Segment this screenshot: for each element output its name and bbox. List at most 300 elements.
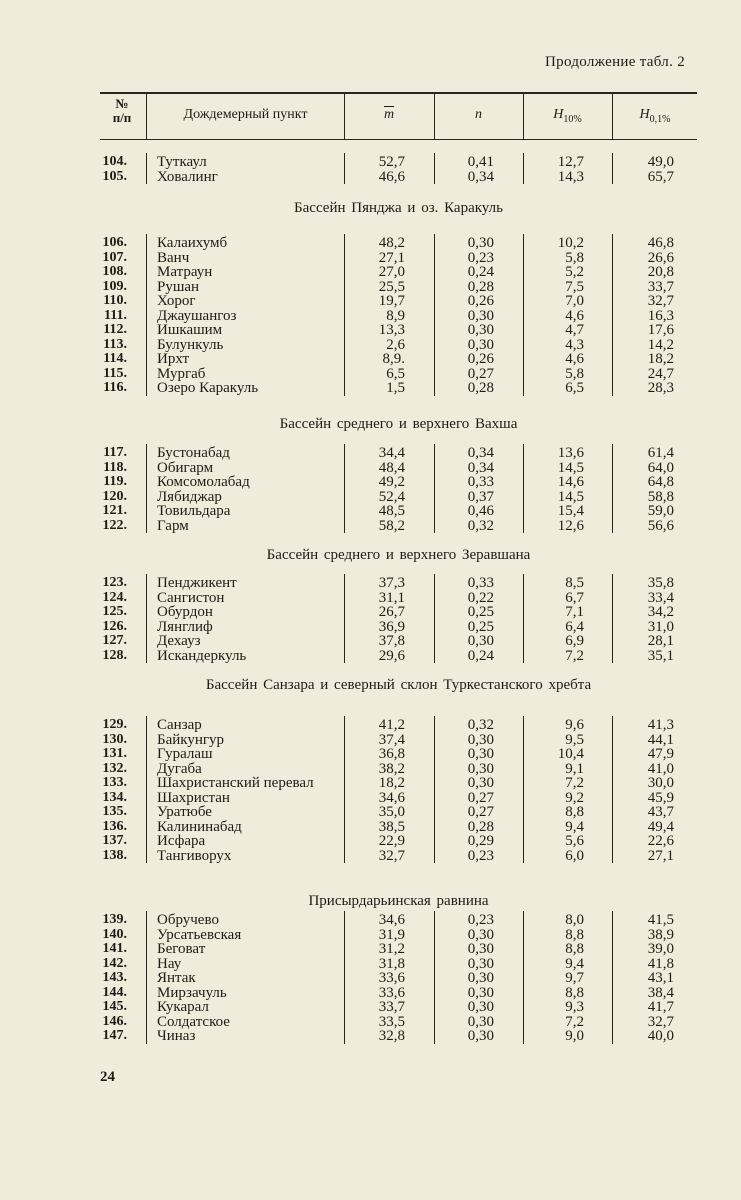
row-number: 124. (102, 589, 127, 605)
section-title: Присырдарьинская равнина (308, 893, 489, 909)
header-station: Дождемерный пункт (183, 107, 308, 122)
row-number: 116. (103, 380, 127, 395)
value-n: 0,27 (467, 789, 494, 806)
value-n: 0,25 (467, 618, 494, 635)
row-number: 132. (102, 760, 127, 776)
row-number: 109. (102, 278, 127, 294)
value-h10: 7,2 (565, 775, 584, 791)
value-m: 37,4 (378, 731, 405, 748)
value-n: 0,23 (467, 912, 494, 928)
header-h01 (613, 107, 697, 125)
value-h01: 30,0 (647, 775, 674, 791)
value-n: 0,30 (467, 955, 494, 972)
value-h10: 9,2 (565, 789, 584, 806)
table-row (100, 620, 697, 635)
value-n: 0,30 (467, 235, 494, 251)
column-divider (146, 716, 147, 863)
value-m: 27,1 (378, 249, 405, 266)
table-row (100, 352, 697, 367)
station-name: Обручево (157, 912, 219, 928)
header-h10 (524, 107, 611, 125)
row-number: 125. (102, 604, 127, 619)
value-h10: 9,5 (565, 731, 584, 748)
value-m: 33,6 (378, 984, 405, 1001)
value-h01: 41,3 (647, 717, 674, 733)
table-row (100, 519, 697, 534)
value-h10: 5,6 (565, 833, 584, 849)
value-n: 0,30 (467, 322, 494, 338)
value-h01: 65,7 (647, 168, 674, 185)
row-number: 120. (102, 488, 127, 504)
column-divider (434, 911, 435, 1044)
value-h01: 56,6 (647, 517, 674, 534)
section-rows (100, 446, 697, 533)
column-divider (612, 574, 613, 663)
station-name: Мургаб (157, 365, 206, 382)
table-row (100, 236, 697, 251)
value-m: 58,2 (378, 517, 405, 534)
value-n: 0,27 (467, 365, 494, 382)
station-name: Уратюбе (157, 804, 212, 820)
station-name: Солдатское (157, 1013, 230, 1030)
row-number: 119. (103, 474, 127, 489)
value-m: 31,9 (378, 926, 405, 943)
value-h10: 14,6 (557, 474, 584, 490)
station-name: Нау (157, 955, 182, 972)
section-rows (100, 718, 697, 863)
column-divider (612, 716, 613, 863)
value-n: 0,32 (467, 717, 494, 733)
row-number: 143. (102, 970, 127, 985)
station-name: Калаихумб (157, 235, 228, 251)
value-h10: 9,6 (565, 717, 584, 733)
value-h10: 15,4 (557, 503, 584, 519)
value-h10: 4,6 (565, 351, 584, 367)
value-h01: 31,0 (647, 618, 674, 635)
column-divider (612, 911, 613, 1044)
value-m: 33,6 (378, 970, 405, 986)
value-h01: 58,8 (647, 488, 674, 505)
value-h01: 64,8 (647, 474, 674, 490)
table-row (100, 1000, 697, 1015)
column-divider (612, 444, 613, 533)
row-number: 127. (102, 633, 127, 648)
row-number: 139. (102, 912, 127, 927)
value-h10: 4,6 (565, 307, 584, 324)
value-m: 37,3 (378, 575, 405, 591)
value-h01: 20,8 (647, 264, 674, 280)
value-m: 33,7 (378, 999, 405, 1015)
column-divider (344, 574, 345, 663)
table-row (100, 634, 697, 649)
section-title: Бассейн среднего и верхнего Зеравшана (266, 547, 531, 563)
value-h01: 24,7 (647, 365, 674, 382)
table-row (100, 323, 697, 338)
table-row (100, 591, 697, 606)
station-name: Рушан (157, 278, 200, 295)
value-h10: 10,4 (557, 746, 584, 762)
value-m: 6,5 (386, 365, 405, 382)
row-number: 112. (103, 322, 127, 337)
value-n: 0,28 (467, 380, 494, 396)
value-h01: 22,6 (647, 833, 674, 849)
value-h01: 46,8 (647, 235, 674, 251)
station-name: Лянглиф (157, 618, 213, 635)
value-h10: 9,0 (565, 1028, 584, 1044)
value-h10: 14,3 (557, 168, 584, 185)
value-n: 0,22 (467, 589, 494, 606)
section-title: Бассейн Пянджа и оз. Каракуль (294, 200, 503, 216)
value-h01: 16,3 (647, 307, 674, 324)
station-name: Булункуль (157, 336, 224, 353)
value-m: 27,0 (378, 264, 405, 280)
value-m: 34,4 (378, 445, 405, 461)
value-h10: 12,7 (557, 154, 584, 170)
column-divider (146, 153, 147, 184)
value-m: 48,5 (378, 503, 405, 519)
value-h10: 7,1 (565, 604, 584, 620)
table-row (100, 251, 697, 266)
value-m: 32,7 (378, 847, 405, 864)
table-row (100, 791, 697, 806)
row-number: 145. (102, 999, 127, 1014)
value-h10: 8,8 (565, 804, 584, 820)
value-h10: 10,2 (557, 235, 584, 251)
station-name: Сангистон (157, 589, 225, 606)
value-m: 29,6 (378, 647, 405, 664)
header-bottom-rule (100, 139, 697, 140)
column-divider (612, 234, 613, 396)
table-row (100, 381, 697, 396)
value-n: 0,34 (467, 168, 494, 185)
value-n: 0,30 (467, 926, 494, 943)
value-h10: 5,2 (565, 264, 584, 280)
table-row (100, 1015, 697, 1030)
value-h10: 14,5 (557, 488, 584, 505)
value-h01: 38,9 (647, 926, 674, 943)
table-row (100, 265, 697, 280)
station-name: Обигарм (157, 459, 214, 476)
value-h10: 6,9 (565, 633, 584, 649)
row-number: 147. (102, 1028, 127, 1043)
column-divider (434, 716, 435, 863)
station-name: Ховалинг (157, 168, 218, 185)
column-divider (523, 234, 524, 396)
column-divider (344, 153, 345, 184)
value-h10: 13,6 (557, 445, 584, 461)
station-name: Тангиворух (157, 847, 232, 864)
value-h10: 4,7 (565, 322, 584, 338)
table-row (100, 446, 697, 461)
value-m: 13,3 (378, 322, 405, 338)
station-name: Санзар (157, 717, 202, 733)
value-n: 0,30 (467, 731, 494, 748)
row-number: 121. (102, 503, 127, 518)
value-n: 0,27 (467, 804, 494, 820)
row-number: 128. (102, 647, 127, 663)
column-divider (523, 444, 524, 533)
row-number: 134. (102, 789, 127, 805)
column-divider (344, 716, 345, 863)
value-h10: 8,8 (565, 941, 584, 957)
header-h01-sub: 0,1% (649, 113, 671, 125)
row-number: 131. (102, 746, 127, 761)
header-top-rule (100, 92, 697, 94)
section-rows (100, 236, 697, 396)
station-name: Ванч (157, 249, 190, 266)
value-m: 8,9. (382, 351, 405, 367)
station-name: Озеро Каракуль (157, 380, 259, 396)
table-row (100, 805, 697, 820)
value-h01: 39,0 (647, 941, 674, 957)
value-m: 35,0 (378, 804, 405, 820)
value-h01: 34,2 (647, 604, 674, 620)
station-name: Обурдон (157, 604, 213, 620)
station-name: Шахристан (157, 789, 230, 806)
value-m: 34,6 (378, 912, 405, 928)
value-h01: 47,9 (647, 746, 674, 762)
column-divider (612, 153, 613, 184)
row-number: 129. (102, 717, 127, 732)
station-name: Комсомолабад (157, 474, 250, 490)
station-name: Джаушангоз (157, 307, 237, 324)
value-n: 0,33 (467, 575, 494, 591)
station-name: Бустонабад (157, 445, 230, 461)
value-n: 0,26 (467, 351, 494, 367)
value-m: 31,2 (378, 941, 405, 957)
value-m: 22,9 (378, 833, 405, 849)
table-row (100, 820, 697, 835)
header-h10-sub: 10% (563, 113, 582, 125)
value-h01: 64,0 (647, 459, 674, 476)
value-h10: 8,8 (565, 984, 584, 1001)
value-n: 0,23 (467, 249, 494, 266)
value-n: 0,34 (467, 445, 494, 461)
row-number: 130. (102, 731, 127, 747)
row-number: 146. (102, 1013, 127, 1029)
table-row (100, 605, 697, 620)
value-h10: 6,4 (565, 618, 584, 635)
value-n: 0,25 (467, 604, 494, 620)
value-m: 36,8 (378, 746, 405, 762)
section-title: Бассейн Санзара и северный склон Туркестанского хребта (205, 677, 592, 693)
value-m: 25,5 (378, 278, 405, 295)
column-divider (523, 153, 524, 184)
row-number: 106. (102, 235, 127, 250)
station-name: Гуралаш (157, 746, 213, 762)
value-h01: 44,1 (647, 731, 674, 748)
value-n: 0,30 (467, 307, 494, 324)
column-divider (146, 234, 147, 396)
value-h01: 43,7 (647, 804, 674, 820)
station-name: Хорог (157, 293, 196, 309)
station-name: Шахристанский перевал (157, 775, 314, 791)
station-name: Товильдара (157, 503, 231, 519)
value-m: 48,2 (378, 235, 405, 251)
station-name: Урсатьевская (157, 926, 242, 943)
value-h01: 35,8 (647, 575, 674, 591)
value-h01: 49,0 (647, 154, 674, 170)
table-row (100, 776, 697, 791)
row-number: 137. (102, 833, 127, 848)
row-number: 122. (102, 517, 127, 533)
row-number: 133. (102, 775, 127, 790)
table-row (100, 762, 697, 777)
value-m: 38,5 (378, 818, 405, 835)
value-h10: 9,3 (565, 999, 584, 1015)
station-name: Байкунгур (157, 731, 225, 748)
row-number: 142. (102, 955, 127, 971)
station-name: Дехауз (157, 633, 201, 649)
value-h10: 6,0 (565, 847, 584, 864)
value-m: 52,7 (378, 154, 405, 170)
row-number: 113. (103, 336, 127, 352)
value-h01: 17,6 (647, 322, 674, 338)
value-h01: 28,3 (647, 380, 674, 396)
station-name: Туткаул (157, 154, 207, 170)
value-m: 2,6 (386, 336, 405, 353)
table-row (100, 170, 697, 185)
table-row (100, 1029, 697, 1044)
table-row (100, 280, 697, 295)
header-m (345, 107, 433, 123)
value-h10: 8,0 (565, 912, 584, 928)
header-h10-symbol: H (553, 107, 564, 122)
column-divider (344, 444, 345, 533)
value-m: 33,5 (378, 1013, 405, 1030)
value-m: 31,1 (378, 589, 405, 606)
value-h01: 14,2 (647, 336, 674, 353)
table-caption: Продолжение табл. 2 (545, 54, 685, 70)
table-row (100, 957, 697, 972)
value-h01: 43,1 (647, 970, 674, 986)
value-n: 0,30 (467, 746, 494, 762)
column-divider (344, 911, 345, 1044)
column-divider (434, 574, 435, 663)
value-h10: 14,5 (557, 459, 584, 476)
value-n: 0,28 (467, 278, 494, 295)
station-name: Гарм (157, 517, 189, 534)
value-m: 1,5 (386, 380, 405, 396)
value-n: 0,32 (467, 517, 494, 534)
column-divider (344, 234, 345, 396)
value-h01: 49,4 (647, 818, 674, 835)
value-n: 0,30 (467, 775, 494, 791)
row-number: 104. (102, 154, 127, 169)
station-name: Чиназ (157, 1028, 196, 1044)
value-h10: 8,8 (565, 926, 584, 943)
table-row (100, 928, 697, 943)
table-row (100, 309, 697, 324)
value-n: 0,30 (467, 941, 494, 957)
value-h01: 18,2 (647, 351, 674, 367)
value-h01: 41,8 (647, 955, 674, 972)
value-h01: 33,4 (647, 589, 674, 606)
value-m: 18,2 (378, 775, 405, 791)
value-n: 0,26 (467, 293, 494, 309)
header-number (100, 97, 144, 125)
row-number: 138. (102, 847, 127, 863)
column-divider (523, 716, 524, 863)
table-row (100, 338, 697, 353)
row-number: 111. (104, 307, 127, 323)
table-row (100, 942, 697, 957)
section-rows (100, 913, 697, 1044)
table-row (100, 747, 697, 762)
value-n: 0,24 (467, 264, 494, 280)
row-number: 110. (103, 293, 127, 308)
header-number-sign: № (115, 96, 129, 111)
value-h10: 12,6 (557, 517, 584, 534)
value-n: 0,37 (467, 488, 494, 505)
page-number: 24 (100, 1069, 115, 1085)
section-rows (100, 576, 697, 663)
value-m: 41,2 (378, 717, 405, 733)
value-h01: 33,7 (647, 278, 674, 295)
value-n: 0,28 (467, 818, 494, 835)
value-m: 52,4 (378, 488, 405, 505)
value-m: 38,2 (378, 760, 405, 777)
row-number: 141. (102, 941, 127, 956)
value-m: 48,4 (378, 459, 405, 476)
station-name: Матраун (157, 264, 213, 280)
row-number: 140. (102, 926, 127, 942)
station-name: Искандеркуль (157, 647, 247, 664)
value-m: 34,6 (378, 789, 405, 806)
station-name: Ирхт (157, 351, 190, 367)
value-n: 0,46 (467, 503, 494, 519)
station-name: Пенджикент (157, 575, 237, 591)
table-row (100, 461, 697, 476)
column-divider (434, 444, 435, 533)
column-divider (146, 574, 147, 663)
value-h01: 28,1 (647, 633, 674, 649)
header-n-symbol: n (475, 107, 482, 122)
value-h10: 8,5 (565, 575, 584, 591)
table-row (100, 834, 697, 849)
station-name: Беговат (157, 941, 206, 957)
row-number: 118. (103, 459, 127, 475)
column-divider (523, 911, 524, 1044)
value-n: 0,30 (467, 984, 494, 1001)
table-row (100, 971, 697, 986)
value-h10: 6,7 (565, 589, 584, 606)
column-divider (146, 911, 147, 1044)
value-h10: 7,5 (565, 278, 584, 295)
table-row (100, 294, 697, 309)
value-h10: 5,8 (565, 365, 584, 382)
value-h01: 26,6 (647, 249, 674, 266)
table-row (100, 849, 697, 864)
value-h01: 45,9 (647, 789, 674, 806)
table-row (100, 649, 697, 664)
value-h10: 4,3 (565, 336, 584, 353)
row-number: 108. (102, 264, 127, 279)
header-m-symbol: $\overline{m}$ (383, 107, 395, 122)
value-m: 32,8 (378, 1028, 405, 1044)
value-m: 37,8 (378, 633, 405, 649)
value-n: 0,30 (467, 760, 494, 777)
column-divider (434, 234, 435, 396)
value-h10: 7,0 (565, 293, 584, 309)
value-n: 0,30 (467, 1013, 494, 1030)
value-h10: 5,8 (565, 249, 584, 266)
column-divider (434, 153, 435, 184)
value-h01: 32,7 (647, 293, 674, 309)
station-name: Лябиджар (157, 488, 222, 505)
row-number: 144. (102, 984, 127, 1000)
table-row (100, 733, 697, 748)
